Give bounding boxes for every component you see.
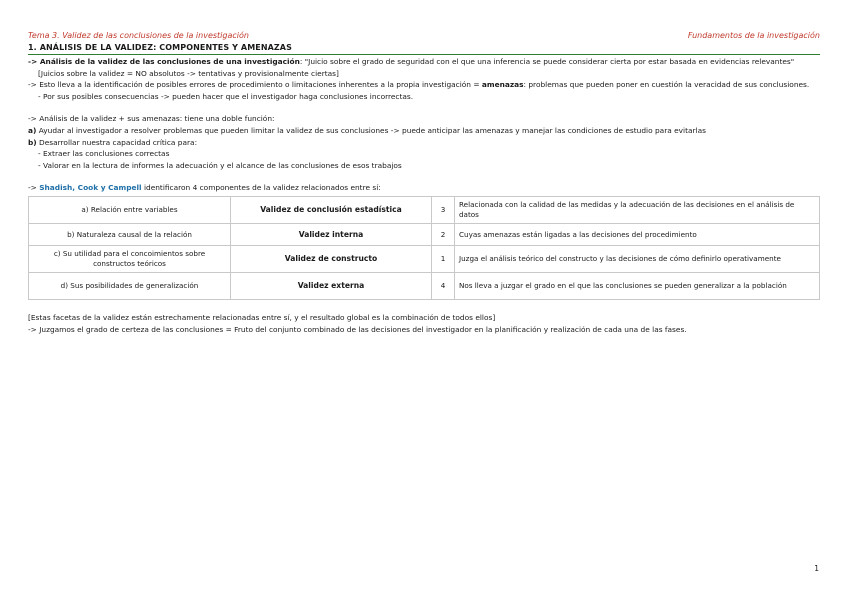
component-cell: Validez interna: [231, 223, 432, 245]
aspect-cell: b) Naturaleza causal de la relación: [29, 223, 231, 245]
running-header: [28, 31, 820, 43]
function-b: [28, 137, 820, 149]
table-row: [29, 196, 820, 223]
definition-paragraph: [28, 56, 820, 68]
component-cell: Validez externa: [231, 272, 432, 299]
function-intro: -> Análisis de la validez + sus amenazas: tiene una doble función:: [28, 114, 275, 124]
component-cell: Validez de constructo: [231, 245, 432, 272]
table-row: [29, 245, 820, 272]
number-cell: 1: [432, 245, 455, 272]
header-topic: Tema 3. Validez de las conclusiones de la investigación: [28, 31, 249, 40]
component-cell: Validez de conclusión estadística: [231, 196, 432, 223]
aspect-cell: a) Relación entre variables: [29, 196, 231, 223]
authors-arrow: ->: [28, 183, 40, 193]
description-cell: Nos lleva a juzgar el grado en el que las conclusiones se pueden generalizar a la población: [455, 272, 820, 299]
definition-term: -> Análisis de la validez de las conclusiones de una investigación: [28, 57, 300, 66]
page-number: 1: [814, 564, 819, 573]
closing-conclusion: -> Juzgamos el grado de certeza de las conclusiones = Fruto del conjunto combinado de las decisiones del investigador en la planificación y realización de cada una de las fases.: [28, 324, 687, 334]
validity-components-table: [28, 196, 820, 300]
number-cell: 3: [432, 196, 455, 223]
threats-text-post: : problemas que pueden poner en cuestión la veracidad de sus conclusiones.: [523, 80, 810, 90]
number-cell: 4: [432, 272, 455, 299]
function-b-text: Desarrollar nuestra capacidad crítica para:: [36, 137, 198, 147]
description-cell: Relacionada con la calidad de las medidas y la adecuación de las decisiones en el análisis de datos: [455, 196, 820, 223]
function-b-item: - Extraer las conclusiones correctas: [38, 149, 170, 159]
authors-names: Shadish, Cook y Campell: [39, 183, 142, 193]
closing-note: [Estas facetas de la validez están estrechamente relacionadas entre sí, y el resultado global es la combinación de todos ellos]: [28, 312, 496, 322]
number-cell: 2: [432, 223, 455, 245]
function-b-label: b): [28, 137, 37, 147]
authors-text: identificaron 4 componentes de la validez relacionados entre sí:: [141, 183, 381, 193]
function-a: [28, 125, 820, 137]
threats-paragraph: [28, 79, 820, 91]
description-cell: Cuyas amenazas están ligadas a las decisiones del procedimiento: [455, 223, 820, 245]
description-cell: Juzga el análisis teórico del constructo y las decisiones de cómo definirlo operativamente: [455, 245, 820, 272]
function-a-label: a): [28, 125, 37, 135]
consequence-line: - Por sus posibles consecuencias -> pueden hacer que el investigador haga conclusiones incorrectas.: [38, 91, 414, 101]
function-b-item: - Valorar en la lectura de informes la adecuación y el alcance de las conclusiones de esos trabajos: [38, 160, 402, 170]
aspect-cell: d) Sus posibilidades de generalización: [29, 272, 231, 299]
threats-term: amenazas: [481, 80, 524, 90]
table-row: [29, 223, 820, 245]
validity-note: [Juicios sobre la validez = NO absolutos -> tentativas y provisionalmente ciertas]: [38, 68, 339, 78]
threats-text-pre: -> Esto lleva a la identificación de posibles errores de procedimiento o limitaciones inherentes a la propia investigación =: [28, 80, 482, 90]
definition-text: : "Juicio sobre el grado de seguridad con el que una inferencia se puede considerar cierta por estar basada en evidencias relevantes": [299, 57, 795, 66]
table-row: [29, 272, 820, 299]
function-a-text: Ayudar al investigador a resolver problemas que pueden limitar la validez de sus conclusiones -> puede anticipar las amenazas y manejar las condiciones de estudio para evitarlas: [36, 125, 706, 135]
header-course: Fundamentos de la investigación: [687, 31, 820, 40]
aspect-cell: c) Su utilidad para el concoimientos sobre constructos teóricos: [29, 245, 231, 272]
authors-line: [28, 182, 820, 194]
document-body: [28, 56, 820, 335]
section-title: 1. ANÁLISIS DE LA VALIDEZ: COMPONENTES Y AMENAZAS: [28, 43, 820, 55]
